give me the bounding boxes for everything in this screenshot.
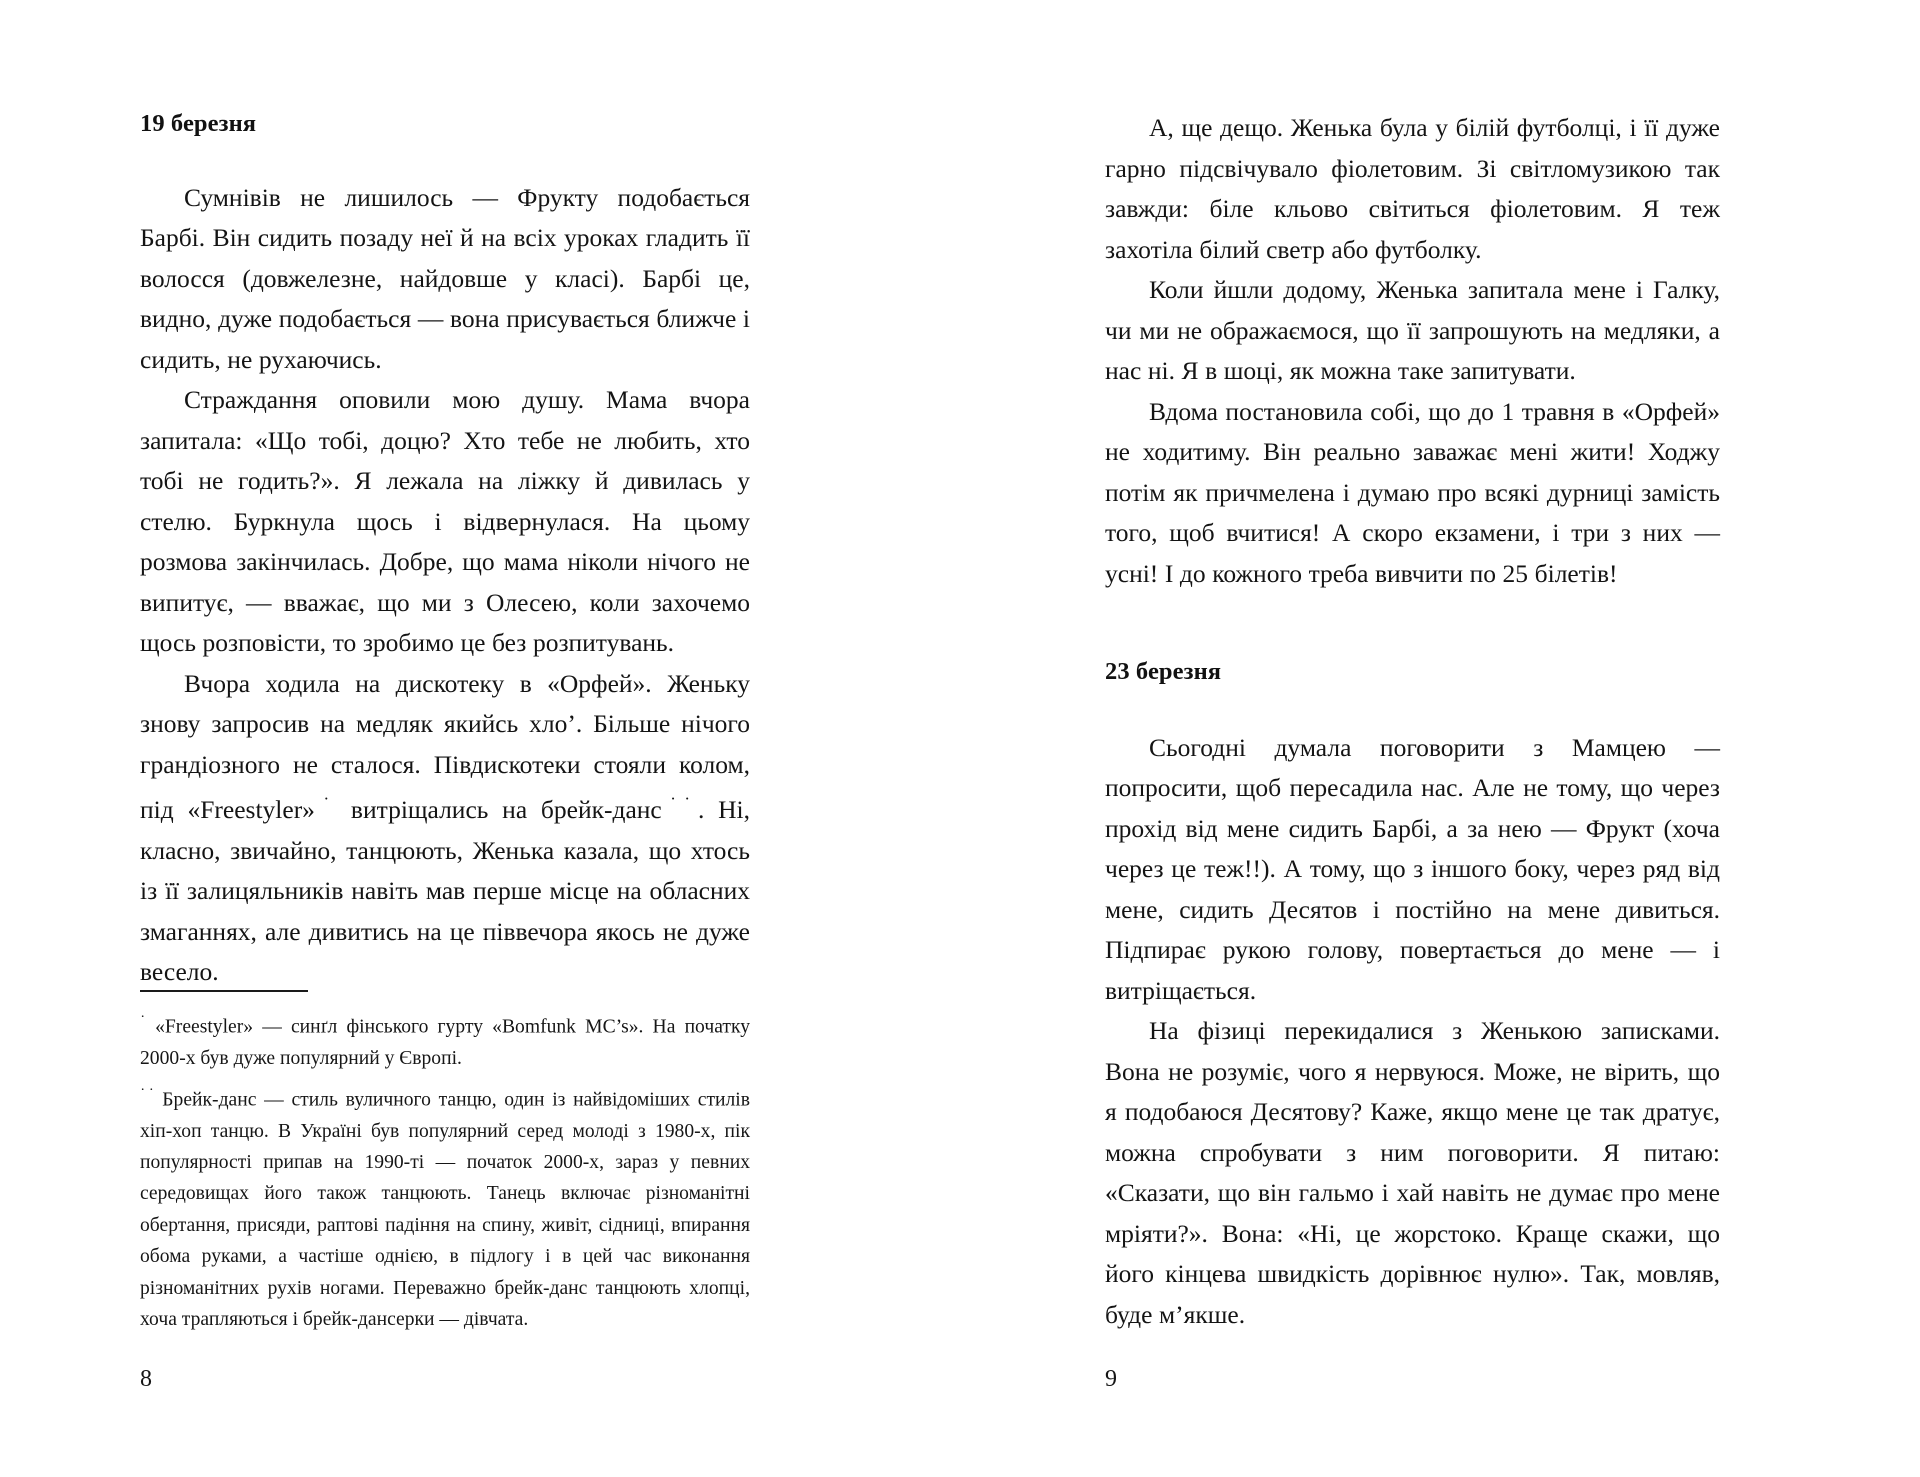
footnote-item [140,1079,750,1336]
footnote-marker-1[interactable]: ˙ [315,794,338,816]
footnote-marker-1-lead: ˙ [140,1013,151,1030]
paragraph: Сьогодні думала поговорити з Мамцею — попросити, щоб пересадила нас. Але не тому, що через прохід від мене сидить Барбі, а за нею — Фрукт (хоча через це теж!!). А тому, що з іншого боку, через ряд від мене, сидить Десятов і постійно на мене дивиться. Підпирає рукою голову, повертається до мене — і витріщається. [1105,732,1720,1005]
paragraph: Сумнівів не лишилось — Фрукту подобається Барбі. Він сидить позаду неї й на всіх уроках гладить її волосся (довжелезне, найдовше у класі). Барбі це, видно, дуже подобається — вона присувається ближче і сидить, не рухаючись. [140,182,750,374]
right-page-text-block [1105,108,1720,1335]
paragraph-part-1: Вчора ходила на дискотеку в «Орфей». Женьку знову запросив на медляк якийсь хло’. Більше нічого грандіозного не сталося. Півдискотеки стояли колом, під «Freestyler» [140,668,750,825]
footnote-text: Брейк-данс — стиль вуличного танцю, один із найвідоміших стилів хіп-хоп танцю. В Україні був популярний серед молоді з 1980-х, пік популярності припав на 1990-ті — початок 2000-х, зараз у певних середовищах його також танцюють. Танець включає різноманітні обертання, присяди, раптові падіння на спину, живіт, сідниці, впирання обома руками, а частіше однією, в підлогу і в цей час виконання різноманітних рухів ногами. Переважно брейк-данс танцюють хлопці, хоча трапляються і брейк-дансерки — дівчата. [140,1089,750,1331]
footnote-item [140,1006,750,1075]
page-number-left: 8 [140,1366,152,1392]
paragraph: Вдома постановила собі, що до 1 травня в «Орфей» не ходитиму. Він реально заважає мені жити! Ходжу потім як причмелена і думаю про всякі дурниці замість того, щоб вчитися! А скоро екзамени, і три з них — усні! І до кожного треба вивчити по 25 білетів! [1105,396,1720,588]
page-number-right: 9 [1105,1366,1117,1392]
paragraph: На фізиці перекидалися з Женькою записками. Вона не розуміє, чого я нервуюся. Може, не вірить, що я подобаюся Десятову? Каже, якщо мене це так дратує, можна спробувати з ним поговорити. Я питаю: «Сказати, що він гальмо і хай навіть не думає про мене мріяти?». Вона: «Ні, це жорстоко. Краще скажи, що його кінцева швидкість дорівнює нулю». Так, мовляв, буде м’якше. [1105,1016,1720,1329]
date-heading-23-march: 23 березня [1105,658,1222,685]
paragraph-part-3: . Ні, класно, звичайно, танцюють, Женька казала, що хтось із її залицяльників навіть мав перше місце на обласних змаганнях, але дивитись на це піввечора якось не дуже весело. [140,795,751,987]
footnote-block [140,990,750,1340]
paragraph-with-footnote-marks [140,664,750,993]
paragraph: Страждання оповили мою душу. Мама вчора запитала: «Що тобі, доцю? Хто тебе не любить, хто тобі не годить?». Я лежала на ліжку й дивилась у стелю. Буркнула щось і відвернулася. На цьому розмова закінчилась. Добре, що мама ніколи нічого не випитує, — вважає, що ми з Олесею, коли захочемо щось розповісти, то зробимо це без розпитувань. [140,385,750,658]
footnote-marker-2[interactable]: ˙˙ [662,794,698,816]
paragraph-part-2: витріщались на брейк-данс [337,795,662,825]
left-page-text-block [140,108,750,993]
paragraph: А, ще дещо. Женька була у білій футболці, і її дуже гарно підсвічувало фіолетовим. Зі світломузикою так завжди: біле кльово світиться фіолетовим. Я теж захотіла білий светр або футболку. [1105,113,1720,264]
footnote-text: «Freestyler» — синґл фінського гурту «Bomfunk MC’s». На початку 2000-х був дуже популярний у Європі. [140,1016,750,1070]
right-page [960,0,1920,1477]
footnote-separator-rule [140,990,308,992]
date-heading-19-march: 19 березня [140,110,257,137]
paragraph: Коли йшли додому, Женька запитала мене і Галку, чи ми не ображаємося, що її запрошують на медляки, а нас ні. Я в шоці, як можна таке запитувати. [1105,275,1720,385]
footnote-marker-2-lead: ˙˙ [140,1085,158,1103]
